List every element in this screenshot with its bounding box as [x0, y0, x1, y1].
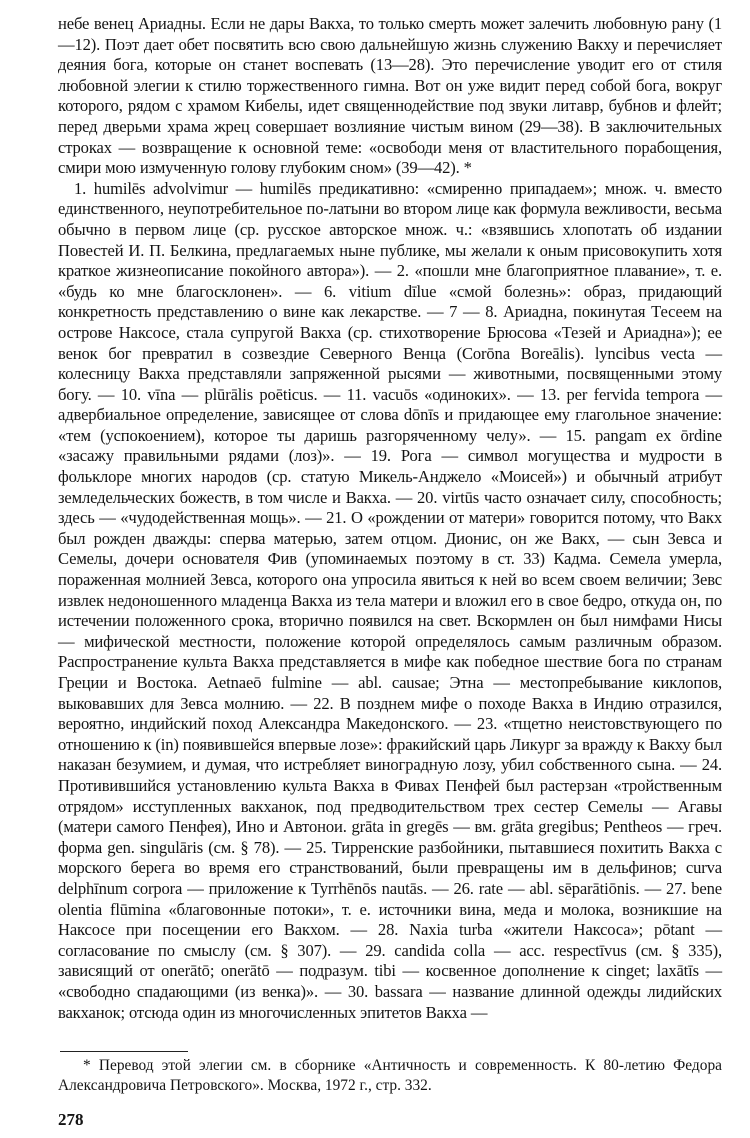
footnote: * Перевод этой элегии см. в сборнике «Античность и современность. К 80-летию Федора Александровича Петровского». Москва, 1972 г., стр. 332.: [58, 1057, 722, 1094]
page-body: [58, 14, 722, 1023]
commentary-paragraph: 1. humilēs advolvimur — humilēs предикативно: «смиренно припадаем»; множ. ч. вместо единственного, неупотребительное по-латыни во втором лице как формула вежливости, весьма обычно в первом лице (ср. русское авторское множ. ч.: «взявшись хлопотать об издании Повестей И. П. Белкина, предлагаемых ныне публике, мы желали к оным присовокупить хотя краткое жизнеописание покойного автора»). — 2. «пошли мне благоприятное плавание», т. е. «будь ко мне благосклонен». — 6. vitium dīlue «смой болезнь»: образ, придающий конкретность представлению о вине как лекарстве. — 7 — 8. Ариадна, покинутая Тесеем на острове Наксосе, стала супругой Вакха (ср. стихотворение Брюсова «Тезей и Ариадна»); ее венок бог превратил в созвездие Северного Венца (Corōna Boreālis). lyncibus vecta — колесницу Вакха представляли запряженной рысями — животными, посвященными этому богу. — 10. vīna — plūrālis poēticus. — 11. vacuōs «одиноких». — 13. per fervida tempora — адвербиальное определение, зависящее от слова dōnīs и придающее ему глагольное значение: «тем (успокоением), которое ты даришь разгоряченному челу». — 15. pangam ex ōrdine «засажу правильными рядами (лоз)». — 19. Рога — символ могущества и мудрости в фольклоре многих народов (ср. статую Микель-Анджело «Моисей») и обычный атрибут земледельческих божеств, в том числе и Вакха. — 20. virtūs часто означает силу, способность; здесь — «чудодейственная мощь». — 21. О «рождении от матери» говорится потому, что Вакх был рожден дважды: сперва матерью, затем отцом. Дионис, он же Вакх, — сын Зевса и Семелы, дочери основателя Фив (упоминаемых поэтому в ст. 33) Кадма. Семела умерла, пораженная молнией Зевса, которого она упросила явиться к ней во всем своем величии; Зевс извлек недоношенного младенца Вакха из тела матери и вложил его в свое бедро, откуда он, по истечении положенного срока, вторично появился на свет. Вскормлен он был нимфами Нисы — мифической местности, положение которой определялось самым различным образом. Распространение культа Вакха представляется в мифе как победное шествие бога по странам Греции и Востока. Aetnaeō fulmine — abl. causae; Этна — местопребывание киклопов, выковавших для Зевса молнию. — 22. В позднем мифе о походе Вакха в Индию отразился, вероятно, индийский поход Александра Македонского. — 23. «тщетно неистовствующего по отношению к (in) появившейся впервые лозе»: фракийский царь Ликург за вражду к Вакху был наказан безумием, и думая, что истребляет виноградную лозу, убил собственного сына. — 24. Противившийся установлению культа Вакха в Фивах Пенфей был растерзан «тройственным отрядом» исступленных вакханок, под предводительством трех сестер Семелы — Агавы (матери самого Пенфея), Ино и Автонои. grāta in gregēs — вм. grāta gregibus; Pentheos — греч. форма gen. singulāris (см. § 78). — 25. Тирренские разбойники, пытавшиеся похитить Вакха с морского берега во время его странствований, были превращены им в дельфинов; curva delphīnum corpora — приложение к Tyrrhēnōs nautās. — 26. rate — abl. sēparātiōnis. — 27. bene olentia flūmina «благовонные потоки», т. е. источники вина, меда и молока, возникшие на Наксосе при посещении его Вакхом. — 28. Naxia turba «жители Наксоса»; pōtant — согласование по смыслу (см. § 307). — 29. candida colla — acc. respectīvus (см. § 335), зависящий от onerātō; onerātō — подразум. tibi — косвенное дополнение к cinget; laxātīs — «свободно спадающими (из венка)». — 30. bassara — название длинной одежды лидийских вакханок; отсюда один из многочисленных эпитетов Вакха —: [58, 178, 722, 1022]
page-number: 278: [58, 1110, 84, 1129]
footnote-divider: [60, 1051, 188, 1052]
intro-paragraph: небе венец Ариадны. Если не дары Вакха, то только смерть может залечить любовную рану (1—12). Поэт дает обет посвятить всю свою дальнейшую жизнь служению Вакху и перечисляет деяния бога, которые он станет воспевать (13—28). Это перечисление уводит его от стиля любовной элегии к стилю торжественного гимна. Вот он уже видит перед собой бога, вокруг которого, рядом с храмом Кибелы, идет священнодействие под звуки литавр, бубнов и флейт; перед дверьми храма жрец совершает возлияние чистым вином (29—38). В заключительных строках — возвращение к основной теме: «освободи меня от властительного порабощения, смири мою измученную голову глубоким сном» (39—42). *: [58, 14, 722, 178]
